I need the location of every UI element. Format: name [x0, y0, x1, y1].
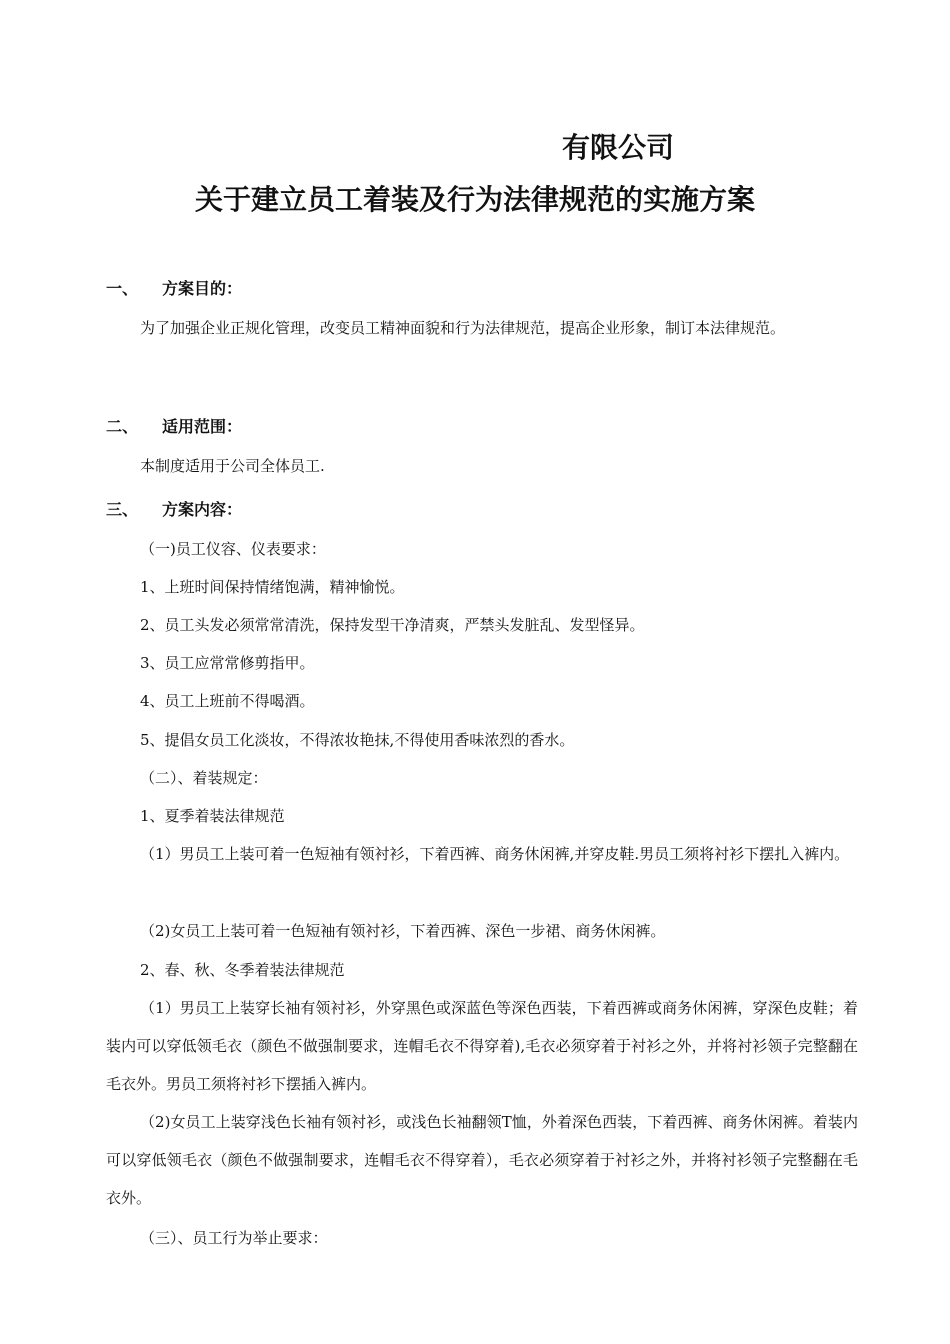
subsection-title: （二）、着装规定： — [140, 769, 268, 787]
clause-title: 1、夏季着装法律规范 — [140, 807, 285, 825]
clause-title: 2、春、秋、冬季着装法律规范 — [140, 961, 345, 979]
paragraph: （1）男员工上装穿长袖有领衬衫，外穿黑色或深蓝色等深色西装，下着西裤或商务休闲裤，穿深色皮鞋；着装内可以穿低领毛衣（颜色不做强制要求，连帽毛衣不得穿着),毛衣必须穿着于衬衫之外，并将衬衫领子完整翻在毛衣外。男员工须将衬衫下摆插入裤内。 — [106, 999, 858, 1093]
paragraph: （2)女员工上装穿浅色长袖有领衬衫，或浅色长袖翻领T恤，外着深色西装，下着西裤、商务休闲裤。着装内可以穿低领毛衣（颜色不做强制要求，连帽毛衣不得穿着），毛衣必须穿着于衬衫之外，并将衬衫领子完整翻在毛衣外。 — [106, 1113, 858, 1207]
purpose-paragraph: 为了加强企业正规化管理，改变员工精神面貌和行为法律规范，提高企业形象，制订本法律规范。 — [140, 319, 786, 337]
list-item: 5、提倡女员工化淡妆，不得浓妆艳抹,不得使用香味浓烈的香水。 — [140, 731, 575, 749]
paragraph: （2)女员工上装可着一色短袖有领衬衫，下着西裤、深色一步裙、商务休闲裤。 — [140, 922, 666, 940]
section-number: 二、 — [106, 417, 139, 436]
section-number: 一、 — [106, 279, 139, 298]
section-heading-3 — [106, 497, 242, 520]
paragraph: （1）男员工上装可着一色短袖有领衬衫，下着西裤、商务休闲裤,并穿皮鞋.男员工须将衬衫下摆扎入裤内。 — [140, 845, 850, 863]
section-heading-2 — [106, 414, 242, 437]
list-item: 2、员工头发必须常常清洗，保持发型干净清爽，严禁头发脏乱、发型怪异。 — [140, 616, 645, 634]
section-heading-1 — [106, 276, 242, 299]
list-item: 4、员工上班前不得喝酒。 — [140, 692, 315, 710]
subsection-title: （三）、员工行为举止要求： — [140, 1229, 328, 1247]
list-item: 1、上班时间保持情绪饱满，精神愉悦。 — [140, 578, 405, 596]
section-title: 方案内容： — [162, 500, 243, 519]
scope-paragraph: 本制度适用于公司全体员工. — [140, 457, 325, 475]
subsection-title: （一)员工仪容、仪表要求： — [140, 540, 326, 558]
section-title: 适用范围： — [162, 417, 243, 436]
list-item: 3、员工应常常修剪指甲。 — [140, 654, 315, 672]
company-name: 有限公司 — [562, 131, 675, 164]
section-number: 三、 — [106, 500, 139, 519]
section-title: 方案目的： — [162, 279, 243, 298]
document-title: 关于建立员工着装及行为法律规范的实施方案 — [194, 183, 755, 216]
